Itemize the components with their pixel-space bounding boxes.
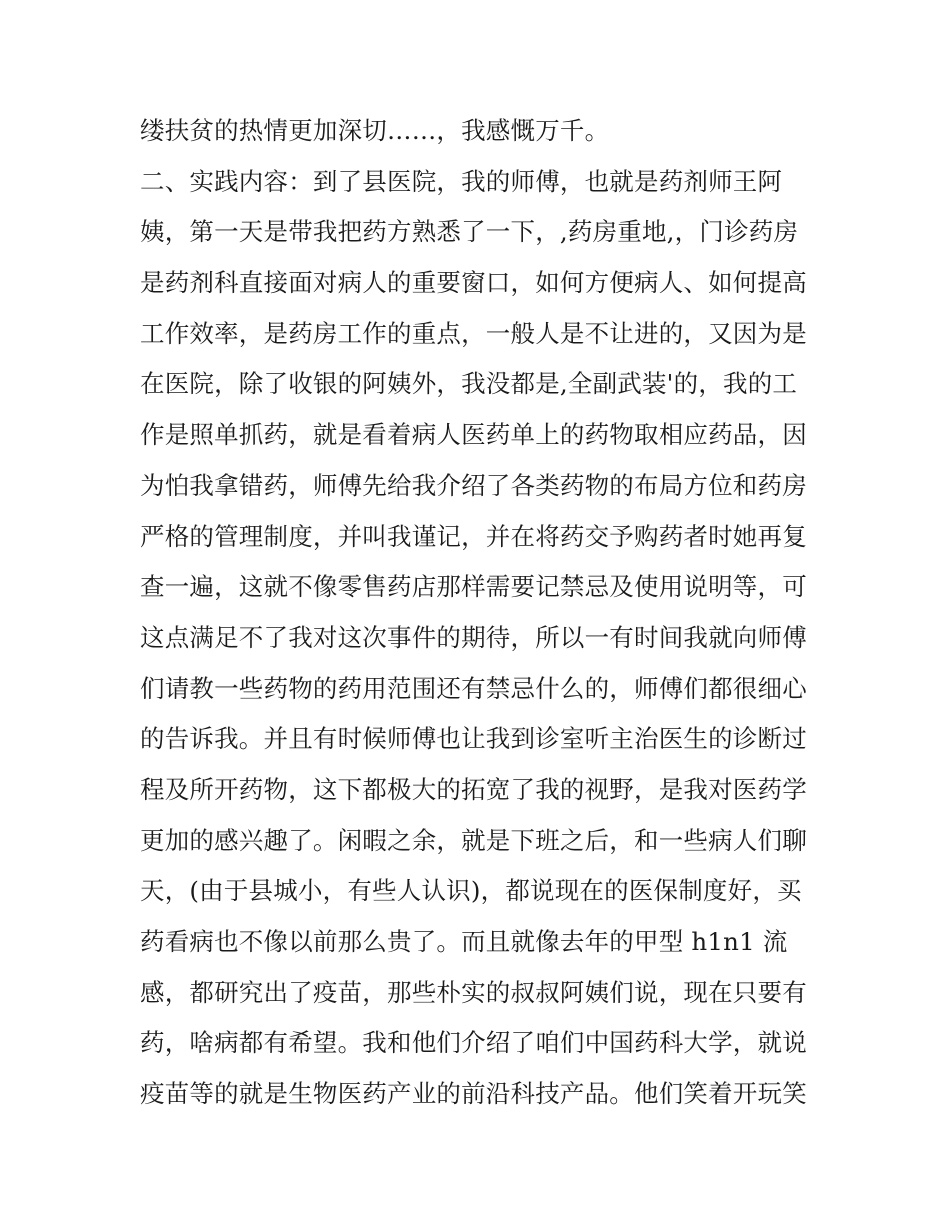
text-line: 二、实践内容：到了县医院，我的师傅，也就是药剂师王阿 [140, 166, 783, 196]
text-line: 是药剂科直接面对病人的重要窗口，如何方便病人、如何提高 [140, 268, 807, 298]
text-line: 药看病也不像以前那么贵了。而且就像去年的甲型 h1n1 流 [140, 927, 788, 956]
text-line: 天，(由于县城小，有些人认识)，都说现在的医保制度好，买 [140, 876, 802, 906]
text-line: 在医院，除了收银的阿姨外，我没都是,全副武装'的，我的工 [140, 369, 798, 399]
text-line: 们请教一些药物的药用范围还有禁忌什么的，师傅们都很细心 [140, 673, 807, 703]
text-line: 药，啥病都有希望。我和他们介绍了咱们中国药科大学，就说 [140, 1028, 807, 1058]
text-line: 这点满足不了我对这次事件的期待，所以一有时间我就向师傅 [140, 622, 807, 652]
text-line: 更加的感兴趣了。闲暇之余，就是下班之后，和一些病人们聊 [140, 825, 807, 855]
text-line: 为怕我拿错药，师傅先给我介绍了各类药物的布局方位和药房 [140, 470, 807, 500]
text-line: 程及所开药物，这下都极大的拓宽了我的视野，是我对医药学 [140, 774, 807, 804]
text-line: 缕扶贫的热情更加深切……，我感慨万千。 [140, 116, 610, 145]
body-text [140, 106, 820, 1120]
text-line: 姨，第一天是带我把药方熟悉了一下，,药房重地,，门诊药房 [140, 217, 799, 247]
text-line: 作是照单抓药，就是看着病人医药单上的药物取相应药品，因 [140, 420, 807, 450]
text-line: 工作效率，是药房工作的重点，一般人是不让进的，又因为是 [140, 318, 807, 348]
text-line: 感，都研究出了疫苗，那些朴实的叔叔阿姨们说，现在只要有 [140, 977, 807, 1007]
text-line: 查一遍，这就不像零售药店那样需要记禁忌及使用说明等，可 [140, 572, 807, 602]
text-line: 疫苗等的就是生物医药产业的前沿科技产品。他们笑着开玩笑 [140, 1079, 807, 1109]
text-line: 的告诉我。并且有时候师傅也让我到诊室听主治医生的诊断过 [140, 724, 807, 754]
text-line: 严格的管理制度，并叫我谨记，并在将药交予购药者时她再复 [140, 521, 807, 551]
